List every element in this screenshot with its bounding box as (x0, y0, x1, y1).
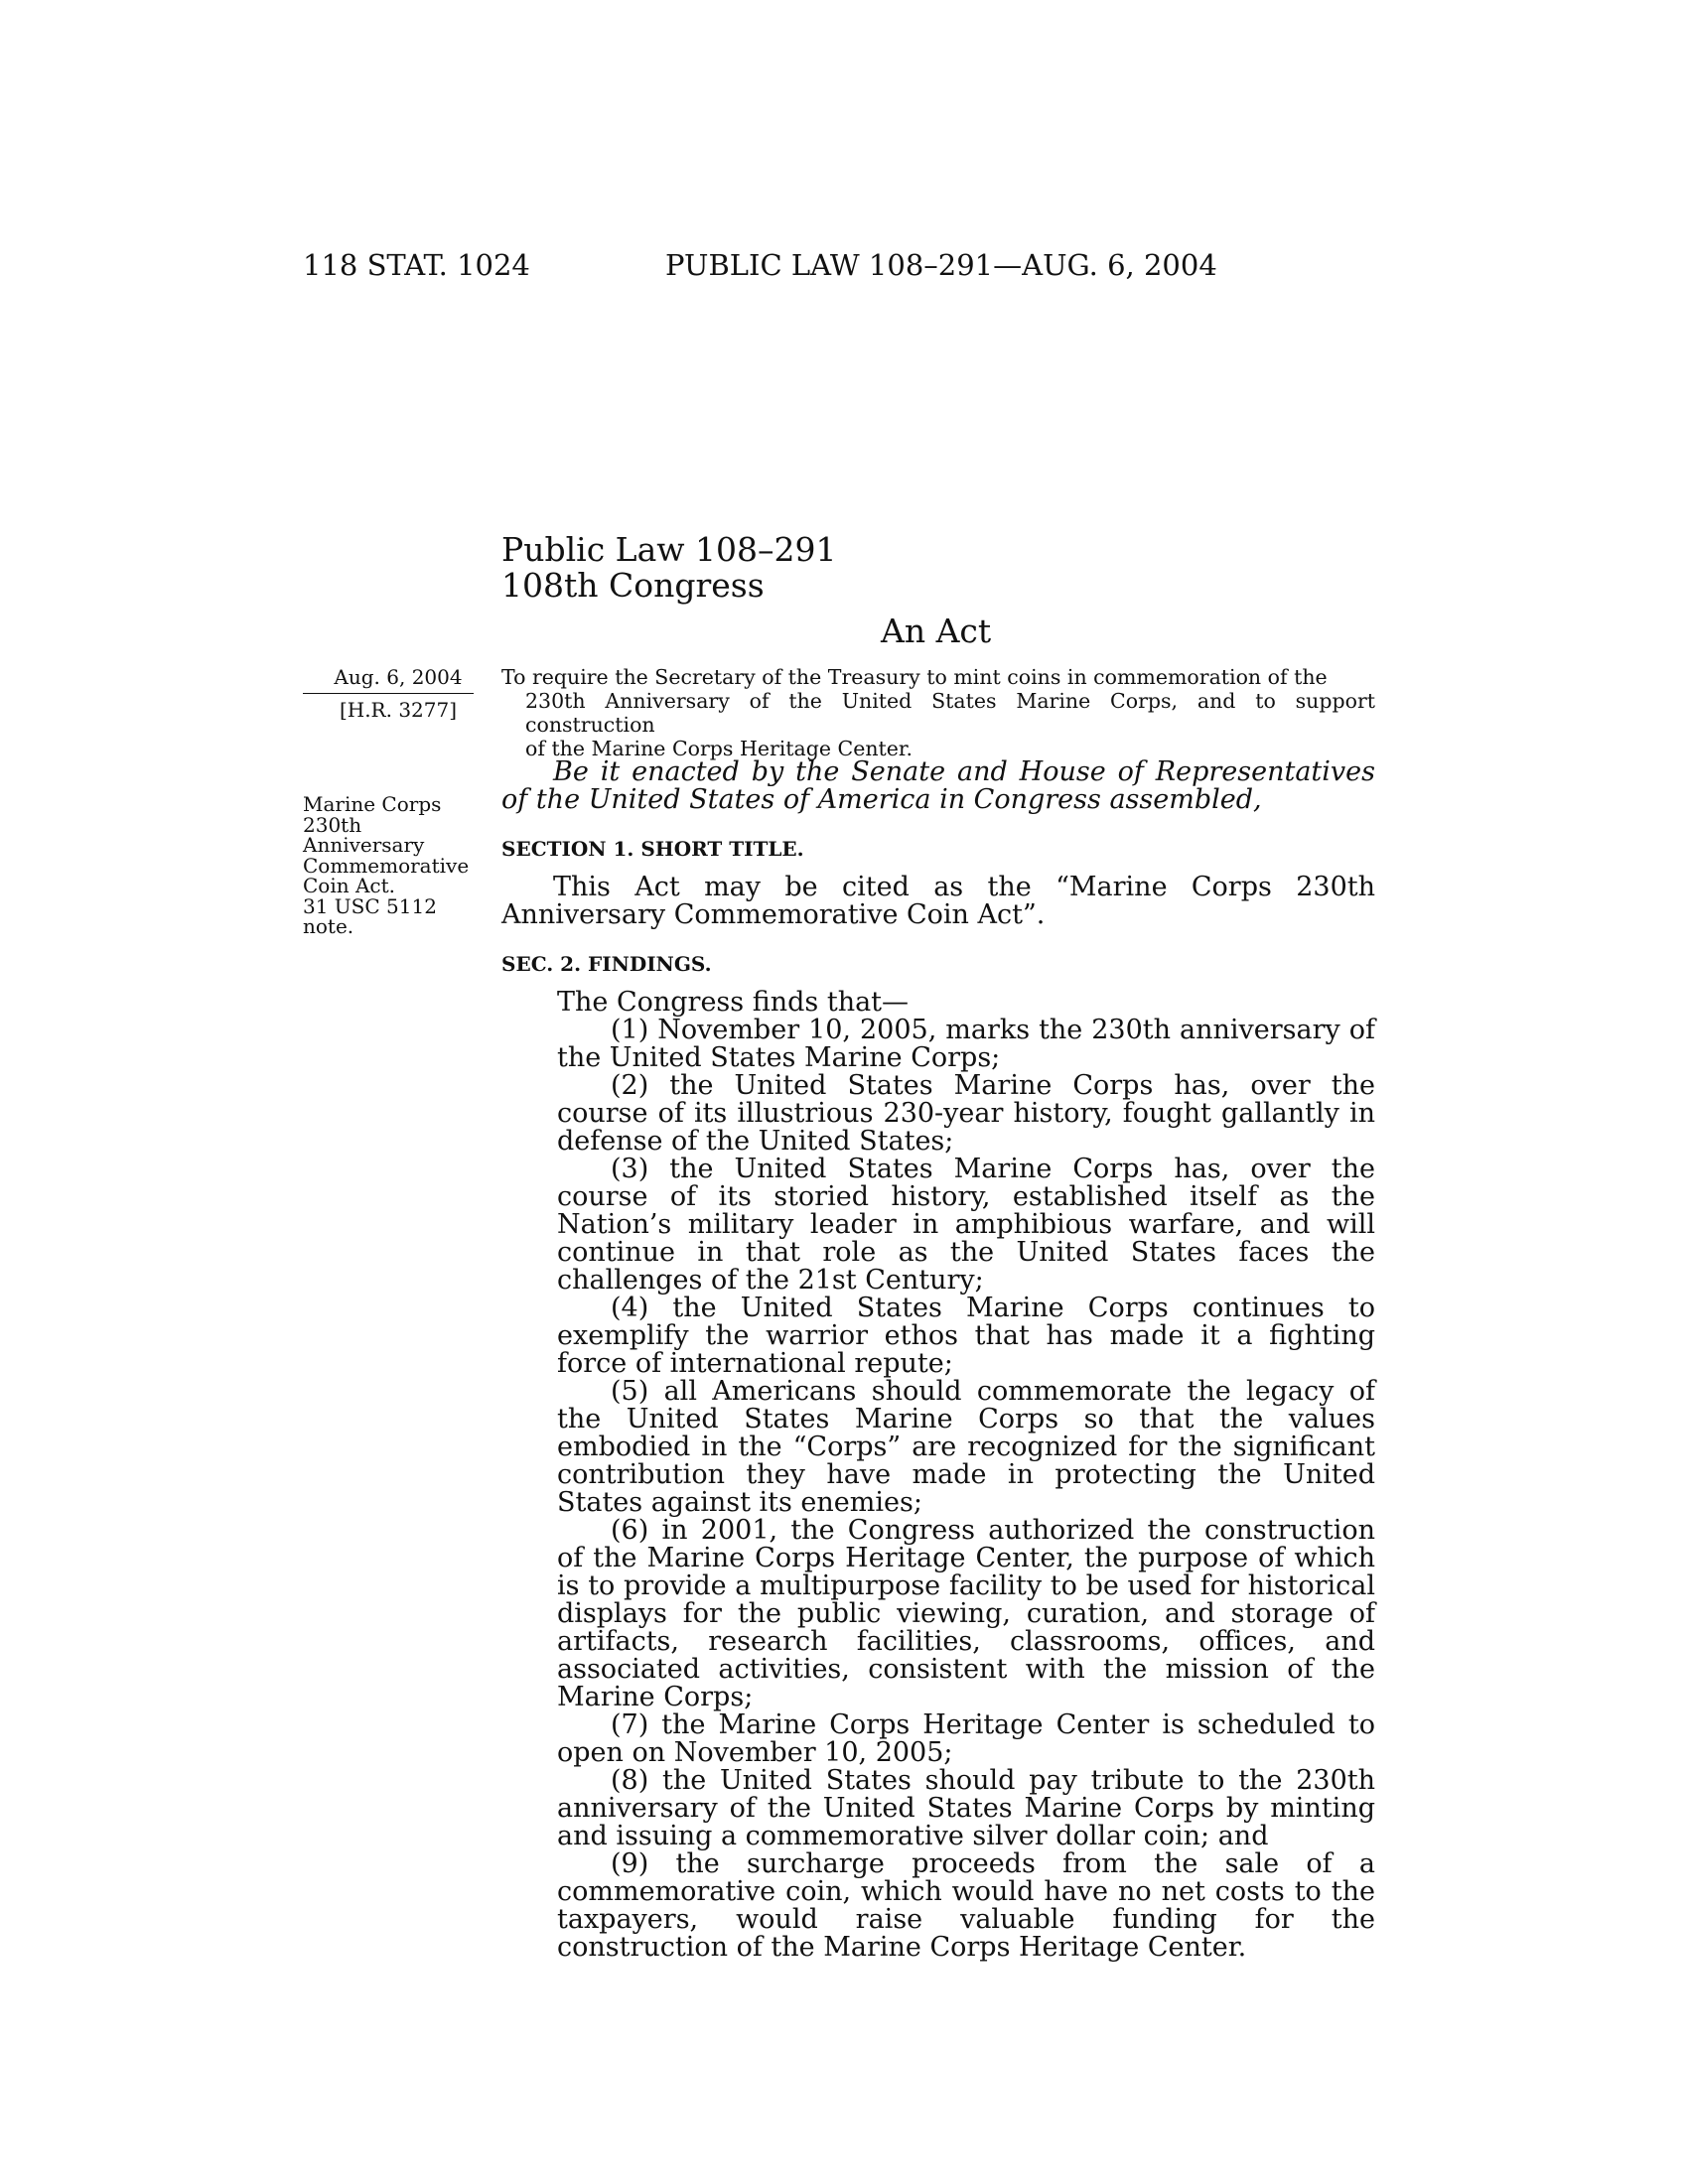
finding-item: (8) the United States should pay tribute to the 230th anniversary of the United States Marine Corps by minting and issuing a commemorative silver dollar coin; and (557, 1765, 1375, 1851)
finding-item: (6) in 2001, the Congress authorized the construction of the Marine Corps Heritage Center, the purpose of which is to provide a multipurpose facility to be used for historical displays for the public viewing, curation, and storage of artifacts, research facilities, classrooms, offices, and associated activities, consistent with the mission of the Marine Corps; (557, 1515, 1375, 1712)
margin-note-line: 230th (303, 812, 362, 837)
margin-note-line: 31 USC 5112 (303, 893, 437, 918)
law-and-date-header: PUBLIC LAW 108–291—AUG. 6, 2004 (665, 248, 1217, 282)
margin-note-line: Coin Act. (303, 874, 396, 897)
section-2-heading: SEC. 2. FINDINGS. (501, 952, 712, 976)
margin-note-line: Commemorative (303, 853, 470, 878)
findings-list (501, 1017, 1375, 1962)
margin-date: Aug. 6, 2004 (303, 665, 474, 694)
findings-intro: The Congress finds that— (557, 987, 910, 1018)
finding-item: (7) the Marine Corps Heritage Center is scheduled to open on November 10, 2005; (557, 1709, 1375, 1768)
page-number: 118 STAT. 1024 (303, 248, 530, 282)
margin-note-line: Marine Corps (303, 792, 442, 816)
purpose-line: 230th Anniversary of the United States Marine Corps, and to support construction (525, 689, 1375, 737)
congress-number: 108th Congress (501, 566, 765, 605)
section-1-heading: SECTION 1. SHORT TITLE. (501, 837, 804, 861)
law-title-block (501, 532, 836, 604)
act-body (501, 758, 1375, 1962)
margin-bill-number: [H.R. 3277] (339, 698, 458, 722)
finding-item: (1) November 10, 2005, marks the 230th anniversary of the United States Marine Corps; (557, 1015, 1375, 1073)
margin-date-block (303, 665, 474, 722)
finding-item: (9) the surcharge proceeds from the sale of a commemorative coin, which would have no net costs to the taxpayers, would raise valuable funding for the construction of the Marine Corps Heritage Center. (557, 1848, 1375, 1963)
finding-item: (5) all Americans should commemorate the legacy of the United States Marine Corps so that the values embodied in the “Corps” are recognized for the significant contribution they have made in protecting the United States against its enemies; (557, 1376, 1375, 1518)
purpose-clause (501, 665, 1375, 760)
finding-item: (4) the United States Marine Corps continues to exemplify the warrior ethos that has made it a fighting force of international repute; (557, 1293, 1375, 1379)
margin-note-line: Anniversary (303, 833, 425, 857)
margin-note (303, 794, 482, 937)
enacting-clause: Be it enacted by the Senate and House of Representatives of the United States of America in Congress assembled, (501, 756, 1375, 815)
act-heading: An Act (881, 612, 992, 650)
purpose-line: of the Marine Corps Heritage Center. (525, 737, 913, 760)
finding-item: (3) the United States Marine Corps has, over the course of its storied history, established itself as the Nation’s military leader in amphibious warfare, and will continue in that role as the United States faces the challenges of the 21st Century; (557, 1154, 1375, 1296)
section-1-text: This Act may be cited as the “Marine Corps 230th Anniversary Commemorative Coin Act”. (501, 872, 1375, 930)
purpose-line: To require the Secretary of the Treasury to mint coins in commemoration of the (501, 665, 1328, 689)
public-law-number: Public Law 108–291 (501, 530, 837, 569)
margin-note-line: note. (303, 914, 354, 938)
finding-item: (2) the United States Marine Corps has, over the course of its illustrious 230-year history, fought gallantly in defense of the United States; (557, 1070, 1375, 1157)
